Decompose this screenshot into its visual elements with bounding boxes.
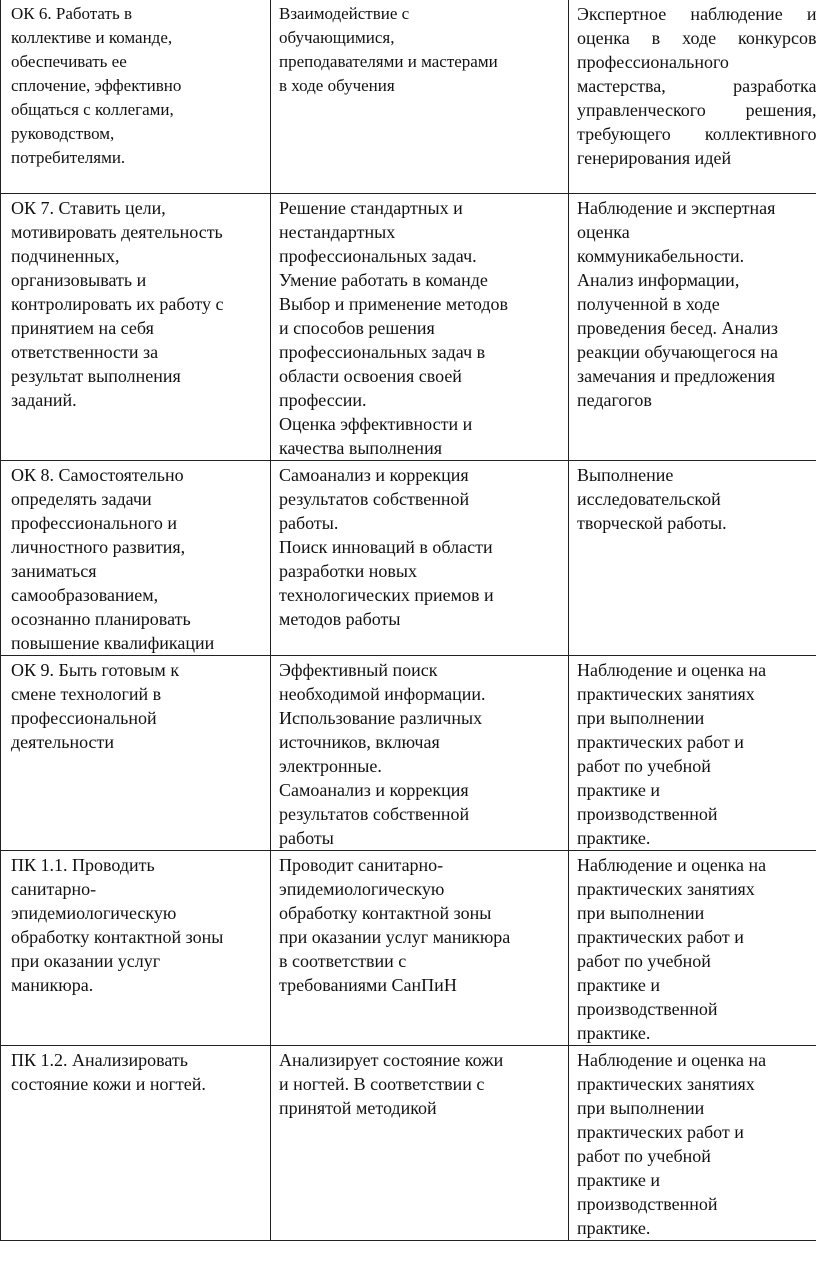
competency-cell bbox=[1, 1045, 271, 1240]
table-row bbox=[1, 460, 816, 655]
indicators-text: Решение стандартных и нестандартных профессиональных задач. Умение работать в команде Выбор и применение методов и способов решения профессиональных задач в области освоения своей профессии. Оценка эффективности и качества выполнения bbox=[279, 197, 509, 458]
indicators-cell bbox=[271, 193, 569, 460]
competency-text: ОК 6. Работать в коллективе и команде, обеспечивать ее сплочение, эффективно общаться с коллегами, руководством, потребителями. bbox=[11, 4, 182, 167]
indicators-cell bbox=[271, 655, 569, 850]
indicators-cell bbox=[271, 0, 569, 193]
competency-cell bbox=[1, 193, 271, 460]
competency-cell bbox=[1, 655, 271, 850]
assessment-text: Наблюдение и оценка на практических занятиях при выполнении практических работ и работ по учебной практике и производственной практике. bbox=[577, 854, 767, 1043]
assessment-cell bbox=[569, 460, 816, 655]
competency-text: ПК 1.2. Анализировать состояние кожи и ногтей. bbox=[11, 1049, 206, 1094]
assessment-text: Наблюдение и оценка на практических занятиях при выполнении практических работ и работ по учебной практике и производственной практике. bbox=[577, 1049, 767, 1238]
competency-cell bbox=[1, 850, 271, 1045]
competency-text: ОК 9. Быть готовым к смене технологий в профессиональной деятельности bbox=[11, 659, 180, 752]
assessment-text: Наблюдение и экспертная оценка коммуникабельности. Анализ информации, полученной в ходе проведения бесед. Анализ реакции обучающегося на замечания и предложения педагогов bbox=[577, 197, 778, 410]
table-row bbox=[1, 1045, 816, 1240]
assessment-text: Экспертное наблюдение и оценка в ходе конкурсов профессионального мастерства, разработка управленческого решения, требующего коллективного генерирования идей bbox=[577, 4, 816, 168]
assessment-cell bbox=[569, 193, 816, 460]
assessment-cell bbox=[569, 655, 816, 850]
indicators-text: Анализирует состояние кожи и ногтей. В соответствии с принятой методикой bbox=[279, 1049, 504, 1118]
indicators-cell bbox=[271, 1045, 569, 1240]
table-row bbox=[1, 193, 816, 460]
assessment-cell bbox=[569, 0, 816, 193]
competency-text: ОК 8. Самостоятельно определять задачи профессионального и личностного развития, заниматься самообразованием, осознанно планировать повышение квалификации bbox=[11, 464, 215, 653]
indicators-cell bbox=[271, 460, 569, 655]
competency-cell bbox=[1, 460, 271, 655]
table-row bbox=[1, 850, 816, 1045]
indicators-text: Самоанализ и коррекция результатов собственной работы. Поиск инноваций в области разработки новых технологических приемов и методов работы bbox=[279, 464, 494, 629]
table-row bbox=[1, 655, 816, 850]
assessment-text: Наблюдение и оценка на практических занятиях при выполнении практических работ и работ по учебной практике и производственной практике. bbox=[577, 659, 767, 848]
assessment-cell bbox=[569, 850, 816, 1045]
indicators-text: Проводит санитарно- эпидемиологическую обработку контактной зоны при оказании услуг маникюра в соответствии с требованиями СанПиН bbox=[279, 854, 511, 995]
assessment-text: Выполнение исследовательской творческой работы. bbox=[577, 464, 727, 533]
competency-cell bbox=[1, 0, 271, 193]
indicators-text: Эффективный поиск необходимой информации. Использование различных источников, включая электронные. Самоанализ и коррекция результатов собственной работы bbox=[279, 659, 486, 848]
competency-text: ПК 1.1. Проводить санитарно- эпидемиологическую обработку контактной зоны при оказании услуг маникюра. bbox=[11, 854, 224, 995]
assessment-cell bbox=[569, 1045, 816, 1240]
indicators-text: Взаимодействие с обучающимися, преподавателями и мастерами в ходе обучения bbox=[279, 4, 498, 95]
table-row bbox=[1, 0, 816, 193]
indicators-cell bbox=[271, 850, 569, 1045]
competency-text: ОК 7. Ставить цели, мотивировать деятельность подчиненных, организовывать и контролировать их работу с принятием на себя ответственности за результат выполнения заданий. bbox=[11, 197, 224, 410]
